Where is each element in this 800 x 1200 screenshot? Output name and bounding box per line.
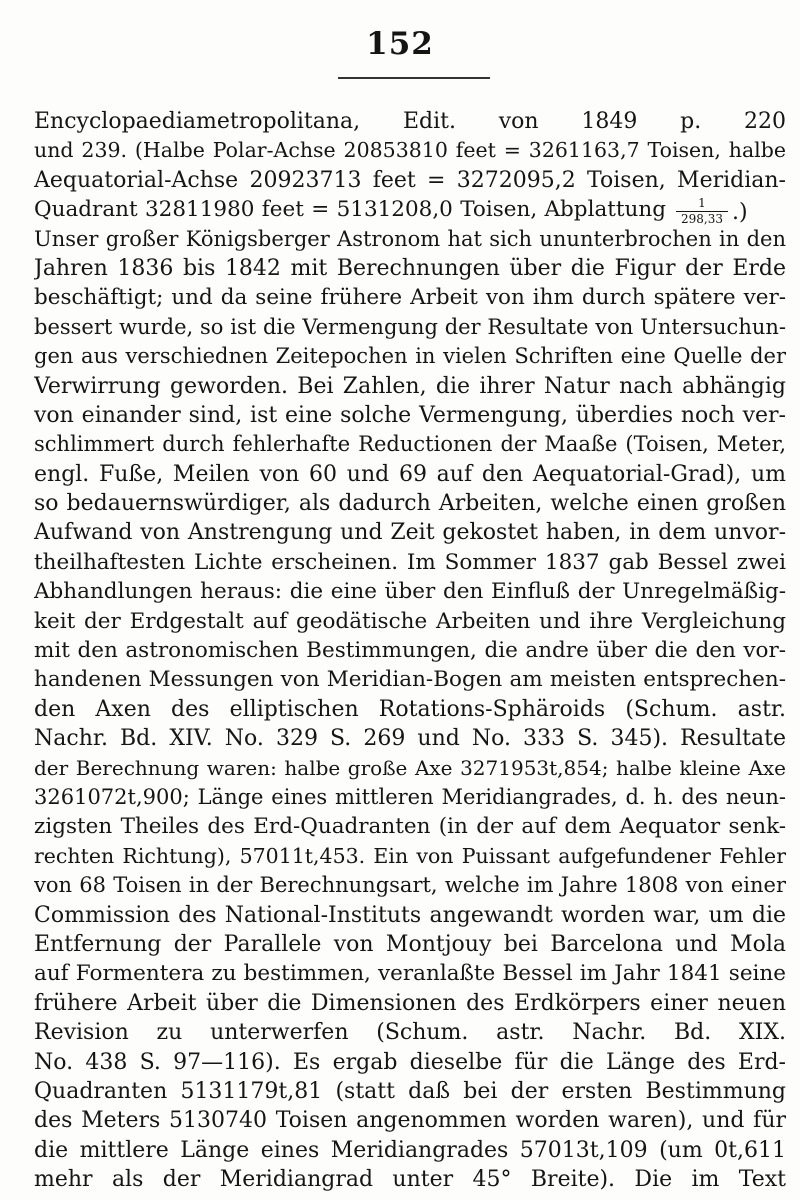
text-line: und 239. (Halbe Polar-Achse 20853810 feet = 3261163,7 Toisen, halbe [34, 138, 786, 163]
text-line: rechten Richtung), 57011t,453. Ein von Puissant aufgefundener Fehler [34, 843, 786, 868]
flattening-fraction [676, 197, 728, 226]
text-line: schlimmert durch fehlerhafte Reductionen der Maaße (Toisen, Meter, [34, 432, 786, 457]
text-line: von 68 Toisen in der Berechnungsart, welche im Jahre 1808 von einer [34, 873, 786, 898]
text-line: den Axen des elliptischen Rotations-Sphäroids (Schum. astr. [34, 696, 786, 722]
text-line: des Meters 5130740 Toisen angenommen worden waren), und für [34, 1108, 786, 1134]
text-line: der Berechnung waren: halbe große Axe 3271953t,854; halbe kleine Axe [34, 755, 786, 780]
text-line: theilhaftesten Lichte erscheinen. Im Sommer 1837 gab Bessel zwei [34, 549, 786, 575]
text-line: Quadrant 32811980 feet = 5131208,0 Toisen, Abplattung [34, 197, 666, 223]
body-text [34, 107, 786, 1194]
text-line: die mittlere Länge eines Meridiangrades 57013t,109 (um 0t,611 [34, 1137, 786, 1163]
fraction-closing: .) [732, 200, 748, 225]
fraction-numerator: 1 [676, 197, 728, 212]
text-line: so bedauernswürdiger, als dadurch Arbeiten, welche einen großen [34, 491, 786, 517]
text-line: Entfernung der Parallele von Montjouy bei Barcelona und Mola [34, 931, 786, 957]
text-line: Jahren 1836 bis 1842 mit Berechnungen über die Figur der Erde [34, 255, 786, 281]
text-line: 3261072t,900; Länge eines mittleren Meridiangrades, d. h. des neun- [34, 784, 786, 809]
header-rule [338, 77, 490, 79]
text-line: Encyclopaediametropolitana, Edit. von 1849 p. 220 [34, 109, 786, 134]
text-line: engl. Fuße, Meilen von 60 und 69 auf den Aequatorial-Grad), um [34, 461, 786, 487]
text-line: Abhandlungen heraus: die eine über den Einfluß der Unregelmäßig- [34, 579, 786, 605]
text-line: Revision zu unterwerfen (Schum. astr. Nachr. Bd. XIX. [34, 1020, 786, 1046]
text-line: von einander sind, ist eine solche Vermengung, überdies noch ver- [34, 402, 786, 428]
text-line: Verwirrung geworden. Bei Zahlen, die ihrer Natur nach abhängig [34, 373, 786, 399]
text-line: No. 438 S. 97—116). Es ergab dieselbe für die Länge des Erd- [34, 1049, 786, 1075]
text-line: Aequatorial-Achse 20923713 feet = 3272095,2 Toisen, Meridian- [34, 167, 786, 193]
text-line: Aufwand von Anstrengung und Zeit gekostet haben, in dem unvor- [34, 520, 786, 546]
text-line: keit der Erdgestalt auf geodätische Arbeiten und ihre Vergleichung [34, 608, 786, 634]
text-line: Unser großer Königsberger Astronom hat sich ununterbrochen in den [34, 226, 786, 251]
text-line: frühere Arbeit über die Dimensionen des Erdkörpers einer neuen [34, 990, 786, 1016]
text-line: handenen Messungen von Meridian-Bogen am meisten entsprechen- [34, 667, 786, 693]
page-number: 152 [366, 26, 434, 62]
text-line: Quadranten 5131179t,81 (statt daß bei der ersten Bestimmung [34, 1078, 786, 1104]
text-line: Nachr. Bd. XIV. No. 329 S. 269 und No. 333 S. 345). Resultate [34, 726, 786, 752]
text-line: mehr als der Meridiangrad unter 45° Breite). Die im Text [34, 1167, 786, 1193]
text-line: bessert wurde, so ist die Vermengung der Resultate von Untersuchun- [34, 314, 786, 339]
text-line: beschäftigt; und da seine frühere Arbeit von ihm durch spätere ver- [34, 285, 786, 311]
text-line: mit den astronomischen Bestimmungen, die andre über die den vor- [34, 638, 786, 664]
text-line: zigsten Theiles des Erd-Quadranten (in der auf dem Aequator senk- [34, 814, 786, 840]
text-line: auf Formentera zu bestimmen, veranlaßte Bessel im Jahr 1841 seine [34, 961, 786, 987]
text-line: gen aus verschiednen Zeitepochen in vielen Schriften eine Quelle der [34, 344, 786, 369]
fraction-denominator: 298,33 [681, 212, 723, 226]
text-line: Commission des National-Instituts angewandt worden war, um die [34, 902, 786, 928]
